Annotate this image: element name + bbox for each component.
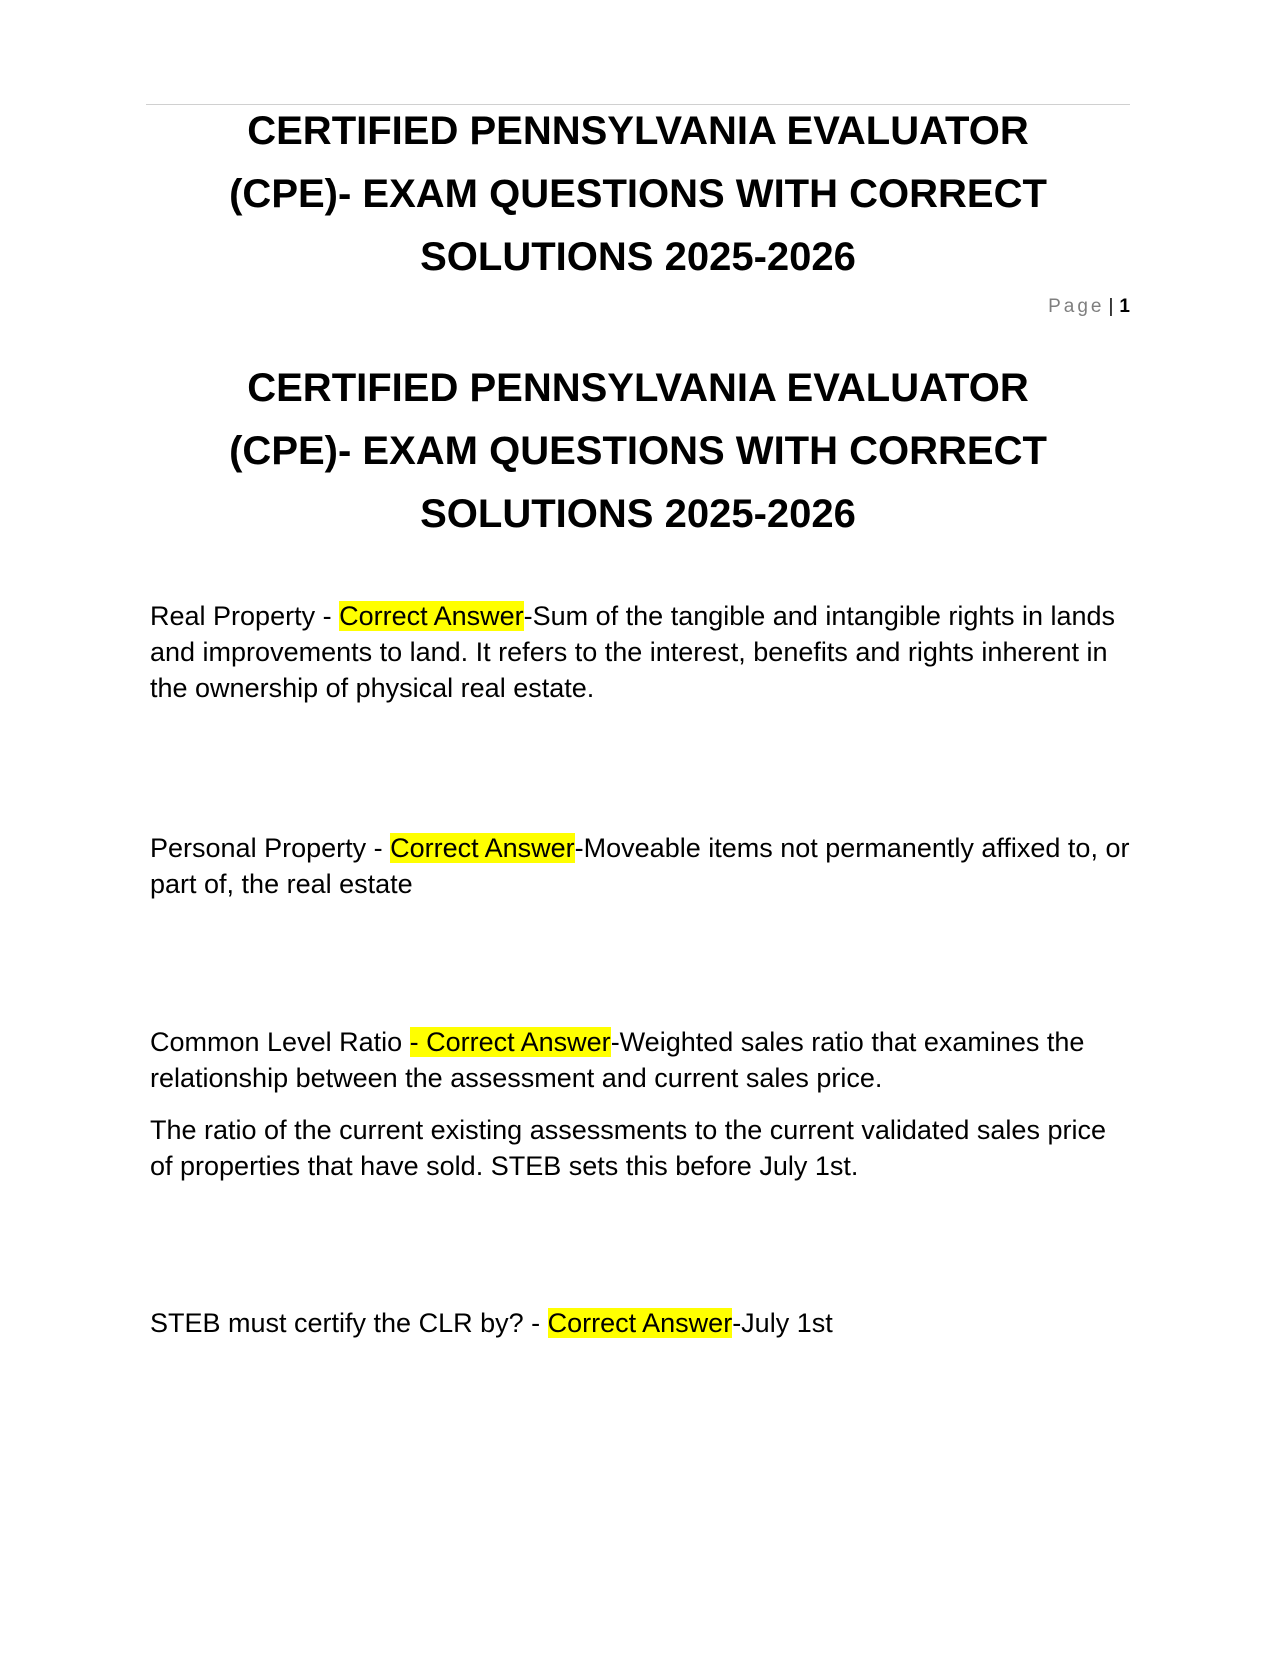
qa-paragraph	[150, 1024, 1130, 1096]
qa-answer: -Sum of the tangible and intangible rights in lands and improvements to land. It refers to the interest, benefits and rights inherent in the ownership of physical real estate.	[150, 601, 1116, 703]
qa-paragraph	[150, 598, 1130, 706]
correct-answer-highlight: Correct Answer	[390, 833, 575, 863]
qa-answer: -Weighted sales ratio that examines the relationship between the assessment and current sales price.	[150, 1027, 1085, 1093]
qa-paragraph	[150, 830, 1130, 902]
qa-answer: -Moveable items not permanently affixed to, or part of, the real estate	[150, 833, 1130, 899]
correct-answer-highlight: Correct Answer	[339, 601, 524, 631]
qa-entry-common-level-ratio	[150, 1024, 1130, 1184]
qa-entry-steb-clr	[150, 1305, 1130, 1341]
header-title-line: (CPE)- EXAM QUESTIONS WITH CORRECT	[229, 172, 1047, 216]
correct-answer-highlight: - Correct Answer	[409, 1027, 611, 1057]
qa-term: Personal Property -	[150, 833, 391, 863]
correct-answer-highlight: Correct Answer	[547, 1308, 733, 1338]
qa-term: Common Level Ratio	[150, 1027, 410, 1057]
document-title-line: CERTIFIED PENNSYLVANIA EVALUATOR	[247, 366, 1029, 410]
qa-entry-personal-property	[150, 830, 1130, 902]
qa-paragraph	[150, 1305, 1130, 1341]
document-title	[146, 357, 1130, 546]
qa-answer: -July 1st	[732, 1308, 833, 1338]
document-title-line: SOLUTIONS 2025-2026	[420, 492, 856, 536]
qa-term: STEB must certify the CLR by? -	[150, 1308, 548, 1338]
page-number	[1048, 296, 1130, 318]
header-title-line: SOLUTIONS 2025-2026	[420, 235, 856, 279]
page-number-value: 1	[1119, 296, 1130, 317]
document-title-line: (CPE)- EXAM QUESTIONS WITH CORRECT	[229, 429, 1047, 473]
qa-term: Real Property -	[150, 601, 340, 631]
page-label: Page	[1048, 296, 1105, 317]
header-title-line: CERTIFIED PENNSYLVANIA EVALUATOR	[247, 109, 1029, 153]
qa-extra-paragraph: The ratio of the current existing assessments to the current validated sales price of properties that have sold. STEB sets this before July 1st.	[150, 1115, 1106, 1181]
header-title	[146, 100, 1130, 289]
page-separator: |	[1108, 296, 1114, 317]
qa-entry-real-property	[150, 598, 1130, 706]
